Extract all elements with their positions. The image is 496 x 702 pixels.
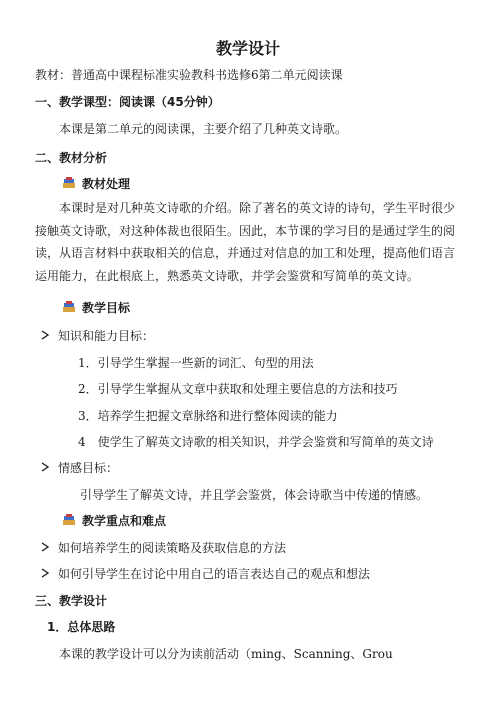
goal-emotion-item [40, 460, 118, 476]
goal-item: 1．引导学生掌握一些新的词汇、句型的用法 [78, 356, 314, 370]
section-1-text: 本课是第二单元的阅读课，主要介绍了几种英文诗歌。 [59, 122, 348, 136]
subheading-focus-label: 教学重点和难点 [82, 514, 167, 528]
section-1-heading: 一、教学课型：阅读课（45分钟） [35, 95, 220, 109]
goal-emotion-label: 情感目标： [58, 461, 119, 475]
subheading-goals [62, 300, 130, 316]
page-title: 教学设计 [215, 39, 280, 58]
focus-item-label: 如何引导学生在讨论中用自己的语言表达自己的观点和想法 [58, 567, 371, 581]
subheading-material [62, 176, 130, 192]
goal-ability-item [40, 328, 154, 344]
book-bullet-icon [62, 300, 76, 314]
subheading-focus [62, 513, 166, 529]
focus-item [40, 540, 286, 556]
material-paragraph: 本课时是对几种英文诗歌的介绍。除了著名的英文诗的诗句，学生平时很少接触英文诗歌，对这种体裁也很陌生。因此，本节课的学习目的是通过学生的阅读，从语言材料中获取相关的信息，并通过对信息的加工和处理，提高他们语言运用能力，在此根底上，熟悉英文诗歌，并学会鉴赏和写简单的英文诗。 [35, 201, 456, 283]
section-3-heading: 三、教学设计 [35, 594, 108, 608]
goal-item: 4 使学生了解英文诗歌的相关知识，并学会鉴赏和写简单的英文诗 [78, 435, 434, 449]
arrow-bullet-icon [40, 542, 50, 552]
goal-item: 3．培养学生把握文章脉络和进行整体阅读的能力 [78, 409, 338, 423]
section-2-heading: 二、教材分析 [35, 151, 108, 165]
section-3-subheading: 1．总体思路 [47, 620, 116, 634]
goal-item: 2．引导学生掌握从文章中获取和处理主要信息的方法和技巧 [78, 382, 398, 396]
material-line: 教材：普通高中课程标准实验教科书选修6第二单元阅读课 [35, 68, 343, 82]
book-bullet-icon [62, 176, 76, 190]
focus-item-label: 如何培养学生的阅读策略及获取信息的方法 [58, 541, 287, 555]
arrow-bullet-icon [40, 568, 50, 578]
subheading-material-label: 教材处理 [82, 177, 131, 191]
section-3-text: 本课的教学设计可以分为读前活动（ming、Scanning、Grou [59, 647, 393, 661]
subheading-goals-label: 教学目标 [82, 301, 131, 315]
goal-ability-label: 知识和能力目标： [58, 329, 155, 343]
arrow-bullet-icon [40, 462, 50, 472]
book-bullet-icon [62, 513, 76, 527]
focus-item [40, 566, 370, 582]
arrow-bullet-icon [40, 330, 50, 340]
goal-emotion-text: 引导学生了解英文诗，并且学会鉴赏，体会诗歌当中传递的情感。 [80, 488, 429, 502]
